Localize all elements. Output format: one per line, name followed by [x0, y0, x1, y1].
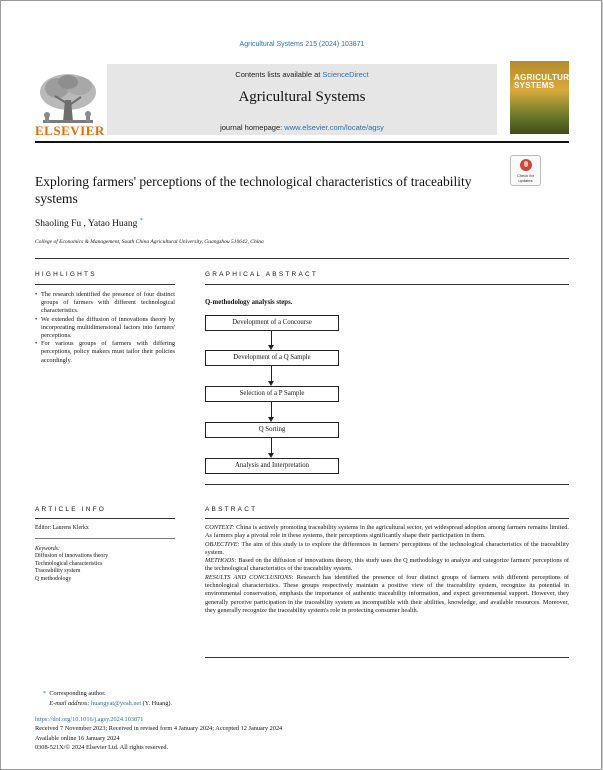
graphical-abstract-rule: [205, 284, 569, 285]
abstract-end-rule: [205, 657, 569, 658]
publication-info: [35, 715, 282, 752]
keyword-item: Traceability system: [35, 568, 81, 575]
email-suffix: (Y. Huang).: [141, 700, 173, 707]
doi-link[interactable]: https://doi.org/10.1016/j.agsy.2024.103871: [35, 716, 144, 723]
highlights-list: [35, 291, 175, 365]
article-info-heading: ARTICLE INFO: [35, 506, 107, 513]
keyword-item: Technological characteristics: [35, 560, 103, 567]
keywords-title: Keywords:: [35, 546, 60, 552]
editor-line: Editor: Laurens Klerkx: [35, 525, 89, 531]
corresponding-author-footnote: [43, 689, 172, 709]
highlights-rule: [35, 284, 175, 285]
check-updates-label: Check for updates: [516, 173, 535, 183]
footnote-star: *: [43, 690, 47, 697]
flow-arrow-line: [271, 366, 272, 381]
abstract-heading: ABSTRACT: [205, 506, 258, 513]
editor-rule: [35, 538, 175, 539]
flow-step-5: Analysis and Interpretation: [205, 458, 339, 474]
journal-title: Agricultural Systems: [238, 89, 366, 105]
highlight-item: • For various groups of farmers with differing perceptions, policy makers must tailor their policies accordingly.: [35, 340, 175, 365]
highlights-heading: HIGHLIGHTS: [35, 271, 97, 278]
copyright-line: 0308-521X/© 2024 Elsevier Ltd. All rights reserved.: [35, 743, 169, 751]
journal-cover-image: [510, 61, 581, 134]
article-title: Exploring farmers' perceptions of the technological characteristics of traceability systems: [35, 174, 472, 206]
authors-text: Shaoling Fu , Yatao Huang: [35, 219, 138, 230]
journal-homepage: [107, 123, 497, 132]
corresponding-author-label: Corresponding author.: [49, 690, 106, 697]
check-for-updates-button[interactable]: [510, 155, 541, 186]
abstract-paragraph-objective: OBJECTIVE: The aim of this study is to explore the differences in farmers' perceptions of the technological characteristics of the traceability system.: [205, 540, 569, 556]
affiliation-rule: [35, 258, 569, 259]
check-updates-icon: [520, 159, 532, 171]
abstract-rule: [205, 518, 569, 519]
sciencedirect-link[interactable]: ScienceDirect: [322, 70, 369, 79]
flow-step-4: Q Sorting: [205, 422, 339, 438]
flow-step-2: Development of a Q Sample: [205, 350, 339, 366]
email-link[interactable]: huangyat@yeah.net: [91, 700, 142, 707]
homepage-link[interactable]: www.elsevier.com/locate/agsy: [284, 123, 384, 132]
journal-masthead: [107, 64, 497, 135]
keyword-item: Q methodology: [35, 575, 72, 582]
header-rule: [35, 141, 569, 143]
highlight-item: • We extended the diffusion of innovations theory by incorporating multidimensional factors into farmers' perceptions.: [35, 316, 175, 341]
author-affiliation: College of Economics & Management, South China Agricultural University, Guangzhou 510642, China: [35, 239, 264, 245]
abstract-body: [205, 524, 569, 615]
available-online: Available online 16 January 2024: [35, 734, 120, 742]
graphical-abstract-title: Q-methodology analysis steps.: [205, 299, 293, 306]
flow-step-3: Selection of a P Sample: [205, 386, 339, 402]
flow-arrow-line: [271, 331, 272, 345]
keywords-list: [35, 553, 108, 583]
abstract-paragraph-results: RESULTS AND CONCLUSIONS: Research has identified the presence of four distinct groups of farmers with different perceptions of technological characteristics. These groups respectively maintain a positive view of the traceability system, recognize its potential in environmental conservation, emphasis the importance of authentic traceability information, and expect governmental support. However, they generally perceive participation in the traceability system as incompatible with their abilities, knowledge, and available resources. Moreover, they generally recognize the traceability system's role in protecting consumer health.: [205, 573, 569, 614]
journal-citation[interactable]: Agricultural Systems 215 (2024) 103871: [239, 41, 365, 48]
flow-step-1: Development of a Concourse: [205, 315, 339, 331]
highlight-item: • The research identified the presence of four distinct groups of farmers with different technological characteristics.: [35, 291, 175, 316]
abstract-paragraph-methods: METHODS: Based on the diffusion of innovations theory, this study uses the Q methodology to analyze and categorize farmers' perceptions of the technological characteristics of the traceability system.: [205, 557, 569, 573]
email-label: E-mail address:: [49, 700, 90, 707]
keyword-item: Diffusion of innovations theory: [35, 553, 109, 559]
contents-prefix: Contents lists available at: [235, 70, 323, 79]
cover-title: [514, 74, 581, 90]
author-list: [35, 218, 143, 229]
flow-arrow-line: [271, 438, 272, 453]
corresponding-author-mark[interactable]: *: [139, 218, 143, 224]
graphical-abstract-end-rule: [205, 484, 569, 485]
contents-available: [107, 70, 497, 79]
received-dates: Received 7 November 2023; Received in revised form 4 January 2024; Accepted 12 January 2024: [35, 725, 283, 733]
cover-title-line1: AGRICULTURAL: [514, 73, 581, 82]
cover-title-line2: SYSTEMS: [514, 81, 555, 90]
elsevier-wordmark: ELSEVIER: [35, 123, 105, 138]
graphical-abstract-heading: GRAPHICAL ABSTRACT: [205, 271, 319, 278]
flow-arrow-line: [271, 402, 272, 417]
abstract-paragraph-context: CONTEXT: China is actively promoting traceability systems in the agricultural sector, yet widespread adoption among farmers remains limited. As farmers play a pivotal role in these systems, their perceptions significantly shape their participation in them.: [205, 524, 569, 540]
article-info-rule: [35, 518, 175, 519]
homepage-prefix: journal homepage:: [220, 123, 285, 132]
